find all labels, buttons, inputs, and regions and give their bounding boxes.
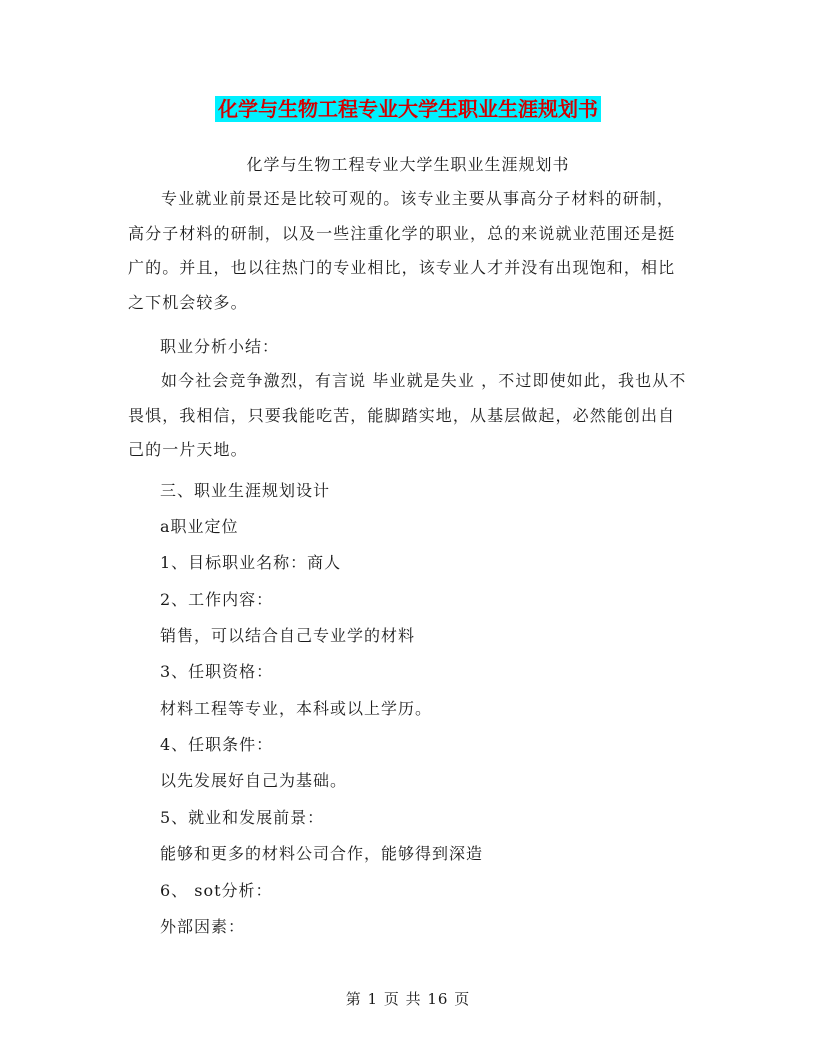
external-factors-heading: 外部因素： xyxy=(160,917,246,936)
conditions-text: 以先发展好自己为基础。 xyxy=(160,771,348,790)
page-title: 化学与生物工程专业大学生职业生涯规划书 xyxy=(215,96,601,122)
title-container xyxy=(0,96,816,122)
list-item-conditions: 4、任职条件： xyxy=(160,735,274,754)
paragraph-summary: 如今社会竞争激烈，有言说 毕业就是失业 ，不过即使如此，我也从不畏惧，我相信，只要我能吃苦，能脚踏实地，从基层做起，必然能创出自己的一片天地。 xyxy=(128,371,687,459)
list-item-prospects: 5、就业和发展前景： xyxy=(160,808,325,827)
paragraph-career-prospects: 专业就业前景还是比较可观的。该专业主要从事高分子材料的研制，高分子材料的研制，以及一些注重化学的职业，总的来说就业范围还是挺广的。并且，也以往热门的专业相比，该专业人才并没有出现饱和，相比之下机会较多。 xyxy=(128,189,676,312)
list-item-work-content: 2、工作内容： xyxy=(160,590,274,609)
page-footer: 第 1 页 共 16 页 xyxy=(345,990,471,1008)
document-subtitle: 化学与生物工程专业大学生职业生涯规划书 xyxy=(246,155,570,174)
summary-heading: 职业分析小结： xyxy=(160,337,280,356)
list-item-target-career: 1、目标职业名称：商人 xyxy=(160,553,342,572)
prospects-text: 能够和更多的材料公司合作，能够得到深造 xyxy=(160,844,484,863)
work-content-text: 销售，可以结合自己专业学的材料 xyxy=(160,626,416,645)
list-item-swot: 6、 sot分析： xyxy=(160,881,273,900)
section-heading-career-plan: 三、职业生涯规划设计 xyxy=(160,481,331,500)
qualifications-text: 材料工程等专业，本科或以上学历。 xyxy=(160,699,433,718)
list-item-qualifications: 3、任职资格： xyxy=(160,662,274,681)
list-item-career-positioning: a职业定位 xyxy=(160,517,239,536)
